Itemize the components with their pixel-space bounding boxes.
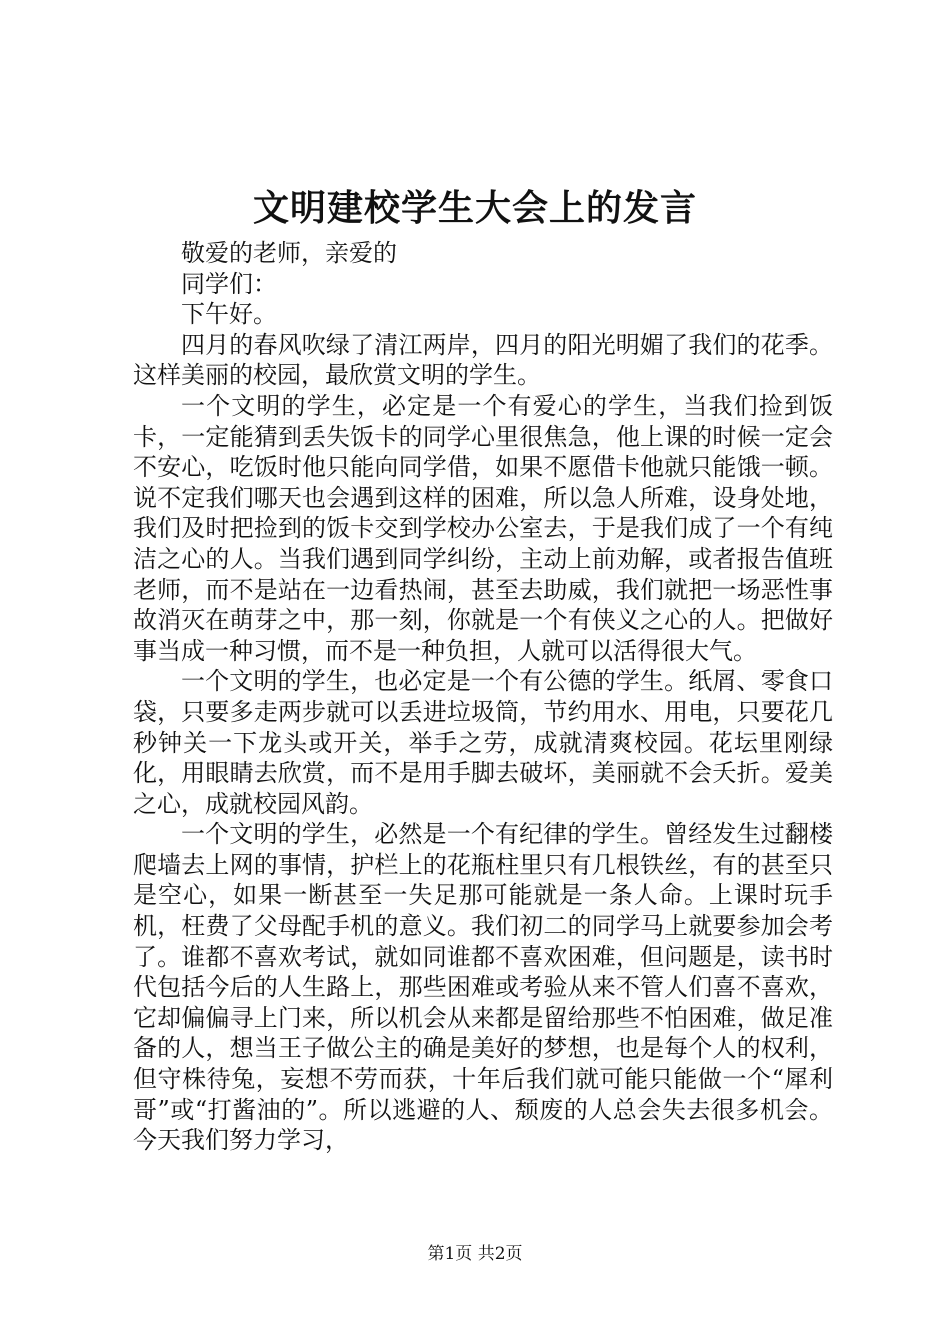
page-number-footer: 第1页 共2页 — [427, 1244, 523, 1264]
paragraph-intro: 四月的春风吹绿了清江两岸，四月的阳光明媚了我们的花季。这样美丽的校园，最欣赏文明的学生。 — [133, 330, 833, 390]
document-body — [133, 238, 833, 1156]
paragraph-discipline: 一个文明的学生，必然是一个有纪律的学生。曾经发生过翻楼爬墙去上网的事情，护栏上的花瓶柱里只有几根铁丝，有的甚至只是空心，如果一断甚至一失足那可能就是一条人命。上课时玩手机，枉费了父母配手机的意义。我们初二的同学马上就要参加会考了。谁都不喜欢考试，就如同谁都不喜欢困难，但问题是，读书时代包括今后的人生路上，那些困难或考验从来不管人们喜不喜欢，它却偏偏寻上门来，所以机会从来都是留给那些不怕困难，做足准备的人，想当王子做公主的确是美好的梦想，也是每个人的权利，但守株待兔，妄想不劳而获，十年后我们就可能只能做一个“犀利哥”或“打酱油的”。所以逃避的人、颓废的人总会失去很多机会。今天我们努力学习， — [133, 820, 833, 1155]
document-title: 文明建校学生大会上的发言 — [252, 187, 697, 229]
salutation-line-1: 敬爱的老师，亲爱的 — [181, 239, 397, 267]
salutation-line-2: 同学们： — [181, 269, 277, 298]
greeting-line: 下午好。 — [181, 300, 277, 329]
paragraph-public-morality: 一个文明的学生，也必定是一个有公德的学生。纸屑、零食口袋，只要多走两步就可以丢进垃圾筒，节约用水、用电，只要花几秒钟关一下龙头或开关，举手之劳，成就清爽校园。花坛里刚绿化，用眼睛去欣赏，而不是用手脚去破坏，美丽就不会夭折。爱美之心，成就校园风韵。 — [133, 667, 833, 818]
paragraph-kindness: 一个文明的学生，必定是一个有爱心的学生，当我们捡到饭卡，一定能猜到丢失饭卡的同学心里很焦急，他上课的时候一定会不安心，吃饭时他只能向同学借，如果不愿借卡他就只能饿一顿。说不定我们哪天也会遇到这样的困难，所以急人所难，设身处地，我们及时把捡到的饭卡交到学校办公室去，于是我们成了一个有纯洁之心的人。当我们遇到同学纠纷，主动上前劝解，或者报告值班老师，而不是站在一边看热闹，甚至去助威，我们就把一场恶性事故消灭在萌芽之中，那一刻，你就是一个有侠义之心的人。把做好事当成一种习惯，而不是一种负担，人就可以活得很大气。 — [133, 391, 833, 665]
